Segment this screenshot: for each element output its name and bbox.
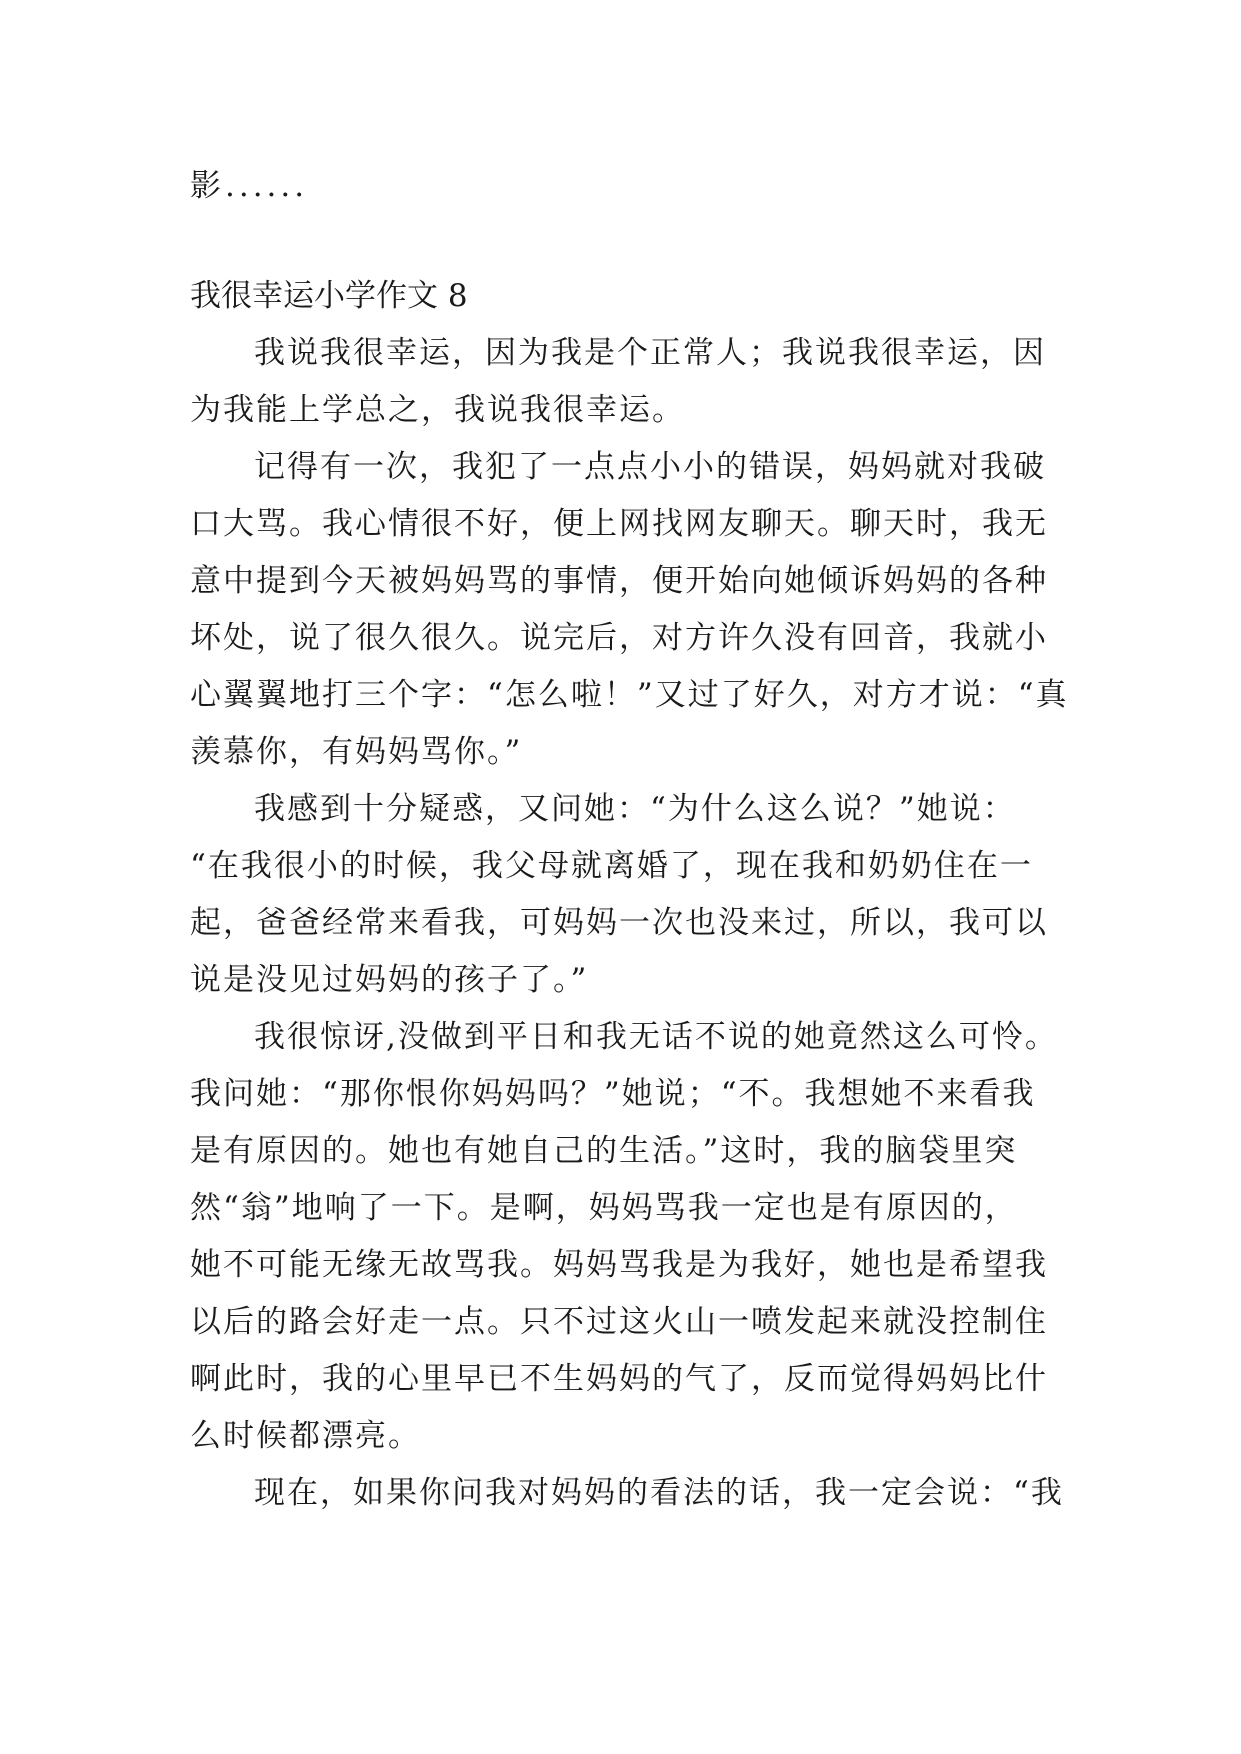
paragraph-line: 我很惊讶,没做到平日和我无话不说的她竟然这么可怜。 [254, 1019, 1058, 1055]
paragraph-line: 意中提到今天被妈妈骂的事情，便开始向她倾诉妈妈的各种 [190, 563, 1048, 599]
text-fragment: 影...... [190, 168, 309, 204]
paragraph-line: 为我能上学总之，我说我很幸运。 [190, 392, 685, 428]
paragraph-line: 我问她：“那你恨你妈妈吗？”她说；“不。我想她不来看我 [190, 1076, 1036, 1112]
paragraph-line: “在我很小的时候，我父母就离婚了，现在我和奶奶住在一 [190, 848, 1033, 884]
paragraph-line: 么时候都漂亮。 [190, 1418, 421, 1454]
paragraph-line: 然“翁”地响了一下。是啊，妈妈骂我一定也是有原因的， [190, 1190, 1018, 1226]
paragraph-line: 记得有一次，我犯了一点点小小的错误，妈妈就对我破 [254, 449, 1046, 485]
paragraph-line: 坏处，说了很久很久。说完后，对方许久没有回音，我就小 [190, 620, 1048, 656]
paragraph-line: 啊此时，我的心里早已不生妈妈的气了，反而觉得妈妈比什 [190, 1361, 1048, 1397]
paragraph-line: 羡慕你，有妈妈骂你。” [190, 734, 523, 770]
paragraph-line: 现在，如果你问我对妈妈的看法的话，我一定会说：“我 [254, 1475, 1064, 1511]
paragraph-line: 她不可能无缘无故骂我。妈妈骂我是为我好，她也是希望我 [190, 1247, 1048, 1283]
paragraph-line: 口大骂。我心情很不好，便上网找网友聊天。聊天时，我无 [190, 506, 1048, 542]
paragraph-line: 我感到十分疑惑，又问她：“为什么这么说？”她说： [254, 791, 1016, 827]
paragraph-line: 心翼翼地打三个字：“怎么啦！”又过了好久，对方才说：“真 [190, 677, 1069, 713]
essay-title: 我很幸运小学作文 8 [190, 278, 468, 314]
paragraph-line: 说是没见过妈妈的孩子了。” [190, 962, 589, 998]
paragraph-line: 以后的路会好走一点。只不过这火山一喷发起来就没控制住 [190, 1304, 1048, 1340]
document-body [190, 158, 1069, 1522]
paragraph-line: 是有原因的。她也有她自己的生活。”这时，我的脑袋里突 [190, 1133, 1018, 1169]
paragraph-line: 我说我很幸运，因为我是个正常人；我说我很幸运，因 [254, 335, 1046, 371]
paragraph-line: 起，爸爸经常来看我，可妈妈一次也没来过，所以，我可以 [190, 905, 1048, 941]
